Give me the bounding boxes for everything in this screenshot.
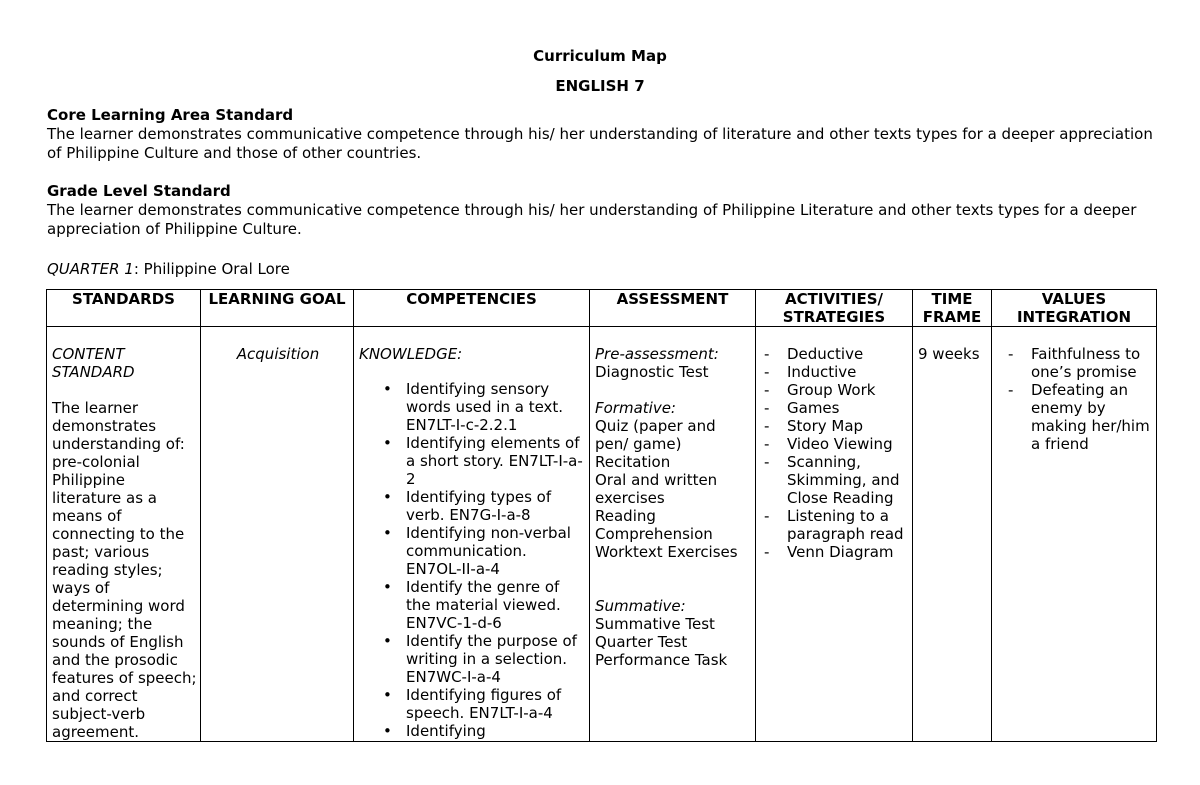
list-item: - Defeating an enemy by making her/him a friend — [1005, 381, 1153, 453]
formative-item: Recitation — [595, 453, 671, 471]
formative-item: Worktext Exercises — [595, 543, 738, 561]
header-activities: ACTIVITIES/ STRATEGIES — [756, 290, 913, 327]
list-item: - Faithfulness to one’s promise — [1005, 345, 1153, 381]
time-frame-value: 9 weeks — [918, 345, 980, 363]
list-item: - Story Map — [761, 417, 909, 435]
summative-item: Quarter Test — [595, 633, 688, 651]
list-item: - Deductive — [761, 345, 909, 363]
grade-standard-heading: Grade Level Standard — [47, 182, 231, 200]
list-item: - Group Work — [761, 381, 909, 399]
formative-item: Quiz (paper and pen/ game) — [595, 417, 716, 453]
summative-label: Summative: — [595, 597, 686, 615]
quarter-separator: : — [133, 260, 144, 278]
values-list — [1005, 345, 1153, 453]
list-item: - Listening to a paragraph read — [761, 507, 909, 543]
activities-cell — [756, 327, 913, 742]
list-item: • Identifying types of verb. EN7G-I-a-8 — [359, 488, 586, 524]
list-item: • Identifying figures of speech. EN7LT-I-a-4 — [359, 686, 586, 722]
list-item: • Identify the genre of the material viewed. EN7VC-1-d-6 — [359, 578, 586, 632]
table-header-row — [47, 290, 1157, 327]
competencies-cell — [354, 327, 590, 742]
content-standard-text: The learner demonstrates understanding of: pre-colonial Philippine literature as a means of connecting to the past; various reading styles; ways of determining word meaning; the sounds of English and the prosodic features of speech; and correct subject-verb agreement. — [52, 399, 197, 741]
values-cell — [992, 327, 1157, 742]
curriculum-table — [46, 289, 1157, 742]
header-standards: STANDARDS — [47, 290, 201, 327]
standards-cell — [47, 327, 201, 742]
formative-item: Reading Comprehension — [595, 507, 713, 543]
core-standard-section — [47, 106, 1157, 163]
list-item: • Identifying non-verbal communication. EN7OL-II-a-4 — [359, 524, 586, 578]
time-frame-cell — [913, 327, 992, 742]
summative-item: Performance Task — [595, 651, 728, 669]
header-time-frame: TIME FRAME — [913, 290, 992, 327]
grade-standard-text: The learner demonstrates communicative competence through his/ her understanding of Philippine Literature and other texts types for a deeper appreciation of Philippine Culture. — [47, 201, 1137, 238]
document-subject: ENGLISH 7 — [555, 77, 645, 95]
header-values: VALUES INTEGRATION — [992, 290, 1157, 327]
content-standard-label: CONTENT STANDARD — [52, 345, 135, 381]
assessment-cell — [590, 327, 756, 742]
knowledge-label: KNOWLEDGE: — [359, 345, 463, 363]
learning-goal-cell — [201, 327, 354, 742]
list-item: • Identifying elements of a short story. EN7LT-I-a-2 — [359, 434, 586, 488]
header-competencies: COMPETENCIES — [354, 290, 590, 327]
quarter-label: QUARTER 1 — [47, 260, 134, 278]
list-item: • Identifying — [359, 722, 586, 740]
table-row — [47, 327, 1157, 742]
activities-list — [761, 345, 909, 561]
quarter-line — [47, 260, 290, 278]
pre-assessment-label: Pre-assessment: — [595, 345, 719, 363]
header-learning-goal: LEARNING GOAL — [201, 290, 354, 327]
list-item: • Identifying sensory words used in a text. EN7LT-I-c-2.2.1 — [359, 380, 586, 434]
list-item: - Games — [761, 399, 909, 417]
pre-assessment-item: Diagnostic Test — [595, 363, 709, 381]
list-item: - Inductive — [761, 363, 909, 381]
formative-item: Oral and written exercises — [595, 471, 718, 507]
summative-item: Summative Test — [595, 615, 715, 633]
list-item: - Video Viewing — [761, 435, 909, 453]
list-item: - Scanning, Skimming, and Close Reading — [761, 453, 909, 507]
header-assessment: ASSESSMENT — [590, 290, 756, 327]
formative-label: Formative: — [595, 399, 676, 417]
competencies-list — [359, 380, 586, 740]
learning-goal-value: Acquisition — [236, 345, 320, 363]
quarter-title: Philippine Oral Lore — [143, 260, 290, 278]
core-standard-text: The learner demonstrates communicative competence through his/ her understanding of literature and other texts types for a deeper appreciation of Philippine Culture and those of other countries. — [47, 125, 1153, 162]
list-item: • Identify the purpose of writing in a selection. EN7WC-I-a-4 — [359, 632, 586, 686]
core-standard-heading: Core Learning Area Standard — [47, 106, 294, 124]
list-item: - Venn Diagram — [761, 543, 909, 561]
grade-standard-section — [47, 182, 1157, 239]
document-title: Curriculum Map — [533, 47, 667, 65]
